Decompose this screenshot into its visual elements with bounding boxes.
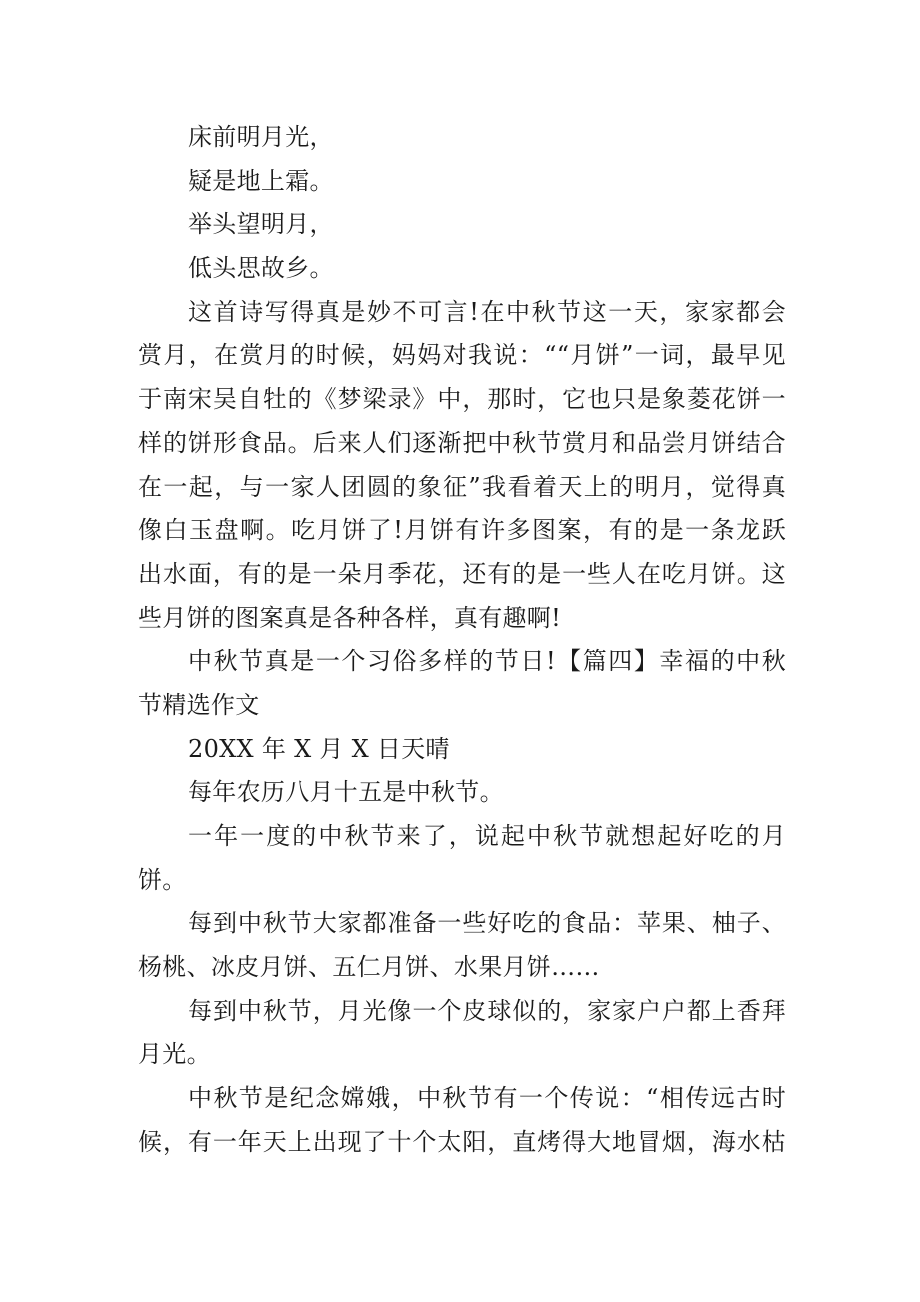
text-line: 像白玉盘啊。吃月饼了!月饼有许多图案，有的是一条龙跃	[138, 516, 786, 545]
text-line: 出水面，有的是一朵月季花，还有的是一些人在吃月饼。这	[138, 559, 786, 588]
text-line: 20XX 年 X 月 X 日天晴	[188, 734, 450, 763]
text-line: 些月饼的图案真是各种各样，真有趣啊!	[138, 603, 562, 632]
text-line: 在一起，与一家人团圆的象征”我看着天上的明月，觉得真	[138, 472, 786, 501]
text-line: 月光。	[138, 1040, 211, 1069]
text-line: 候，有一年天上出现了十个太阳，直烤得大地冒烟，海水枯	[138, 1127, 786, 1156]
document-body	[138, 116, 786, 1165]
text-line: 一年一度的中秋节来了，说起中秋节就想起好吃的月	[188, 822, 786, 850]
text-line: 每到中秋节，月光像一个皮球似的，家家户户都上香拜	[188, 996, 786, 1025]
text-line: 中秋节真是一个习俗多样的节日!【篇四】幸福的中秋	[188, 647, 786, 676]
text-line: 赏月，在赏月的时候，妈妈对我说：““月饼”一词，最早见	[138, 341, 786, 370]
text-line: 这首诗写得真是妙不可言!在中秋节这一天，家家都会	[188, 297, 786, 326]
text-line: 饼。	[138, 865, 187, 894]
text-line: 节精选作文	[138, 690, 260, 719]
text-line: 每到中秋节大家都准备一些好吃的食品：苹果、柚子、	[188, 909, 786, 938]
text-line: 于南宋吴自牡的《梦梁录》中，那时，它也只是象菱花饼一	[138, 385, 786, 414]
text-line: 样的饼形食品。后来人们逐渐把中秋节赏月和品尝月饼结合	[138, 428, 786, 457]
text-line: 疑是地上霜。	[188, 166, 334, 195]
text-line: 中秋节是纪念嫦娥，中秋节有一个传说：“相传远古时	[188, 1084, 786, 1113]
text-line: 低头思故乡。	[188, 254, 334, 283]
text-line: 床前明月光，	[188, 123, 334, 151]
text-line: 每年农历八月十五是中秋节。	[188, 778, 504, 807]
text-line: 举头望明月，	[188, 210, 334, 239]
text-line: 杨桃、冰皮月饼、五仁月饼、水果月饼……	[138, 953, 600, 982]
